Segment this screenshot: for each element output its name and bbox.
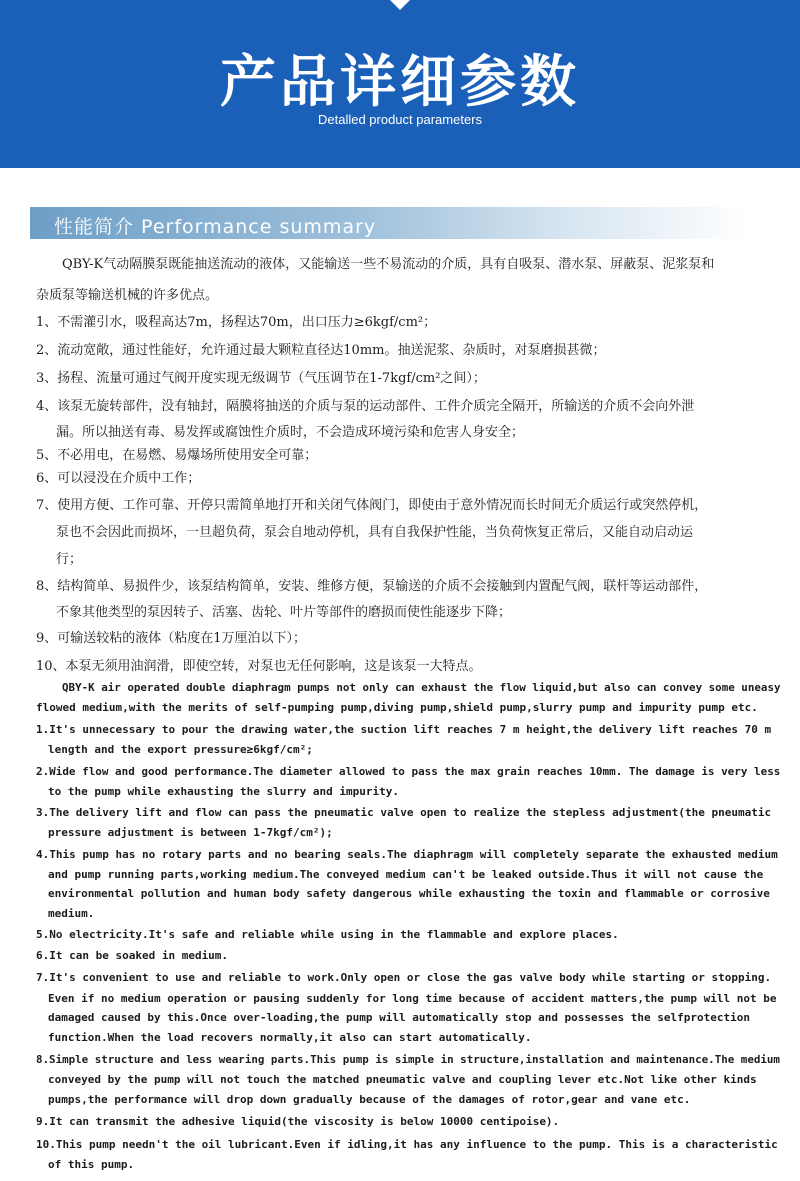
chinese-text-line: 3、扬程、流量可通过气阀开度实现无级调节（气压调节在1-7kgf/cm²之间）； <box>36 371 486 386</box>
chinese-text-line: 1、不需灌引水，吸程高达7m，扬程达70m，出口压力≥6kgf/cm²； <box>36 315 437 330</box>
chinese-text-line: 行； <box>56 552 83 567</box>
chinese-text-line: QBY-K气动隔膜泵既能抽送流动的液体，又能输送一些不易流动的介质，具有自吸泵、潜水泵、屏蔽泵、泥浆泵和 <box>62 257 715 272</box>
english-text-line: and pump running parts,working medium.The conveyed medium can't be leaked outside.Thus it will not cause the <box>48 868 764 881</box>
chinese-text-line: 6、可以浸没在介质中工作； <box>36 471 201 486</box>
page-header <box>0 0 800 168</box>
english-text-line: 7.It's convenient to use and reliable to work.Only open or close the gas valve body while starting or stopping. <box>36 971 772 984</box>
page-title: 产品详细参数 <box>220 50 580 115</box>
section-title: 性能简介 Performance summary <box>54 216 377 238</box>
english-text-line: length and the export pressure≥6kgf/cm²; <box>48 743 313 756</box>
english-text-line: 8.Simple structure and less wearing parts.This pump is simple in structure,installation and maintenance.The medium <box>36 1053 780 1066</box>
page-subtitle: Detalled product parameters <box>317 112 483 127</box>
chinese-text-line: 杂质泵等输送机械的许多优点。 <box>36 288 219 303</box>
english-text-line: of this pump. <box>48 1158 135 1171</box>
chinese-text-line: 8、结构简单、易损件少，该泵结构简单，安装、维修方便，泵输送的介质不会接触到内置配气阀，联杆等运动部件， <box>36 579 708 594</box>
english-text-line: 4.This pump has no rotary parts and no bearing seals.The diaphragm will completely separate the exhausted medium <box>36 848 778 861</box>
section-header-bar <box>30 207 750 239</box>
english-text-line: medium. <box>48 907 95 920</box>
english-text-line: flowed medium,with the merits of self-pumping pump,diving pump,shield pump,slurry pump and impurity pump etc. <box>36 701 758 714</box>
header-notch <box>388 0 412 10</box>
chinese-text-line: 4、该泵无旋转部件，没有轴封，隔膜将抽送的介质与泵的运动部件、工件介质完全隔开，所输送的介质不会向外泄 <box>36 399 695 414</box>
english-text-line: 10.This pump needn't the oil lubricant.Even if idling,it has any influence to the pump. This is a characteristic <box>36 1138 778 1151</box>
chinese-text-line: 泵也不会因此而损坏，一旦超负荷，泵会自地动停机，具有自我保护性能，当负荷恢复正常后，又能自动启动运 <box>56 525 694 540</box>
english-text-line: 6.It can be soaked in medium. <box>36 949 229 962</box>
english-text-line: function.When the load recovers normally,it also can start automatically. <box>48 1031 532 1044</box>
english-text-line: 1.It's unnecessary to pour the drawing water,the suction lift reaches 7 m height,the delivery lift reaches 70 m <box>36 723 772 736</box>
english-text-line: Even if no medium operation or pausing suddenly for long time because of accident matters,the pump will not be <box>48 992 777 1005</box>
english-text-line: 5.No electricity.It's safe and reliable while using in the flammable and explore places. <box>36 928 619 941</box>
chinese-text-line: 漏。所以抽送有毒、易发挥或腐蚀性介质时，不会造成环境污染和危害人身安全； <box>56 425 525 440</box>
english-text-line: conveyed by the pump will not touch the matched pneumatic valve and coupling lever etc.Not like other kinds <box>48 1073 757 1086</box>
english-text-line: QBY-K air operated double diaphragm pumps not only can exhaust the flow liquid,but also can convey some uneasy <box>62 681 781 694</box>
english-text-line: damaged caused by this.Once over-loading,the pump will automatically stop and possesses the selfprotection <box>48 1011 750 1024</box>
chinese-text-line: 7、使用方便、工作可靠、开停只需简单地打开和关闭气体阀门，即使由于意外情况而长时间无介质运行或突然停机， <box>36 498 708 513</box>
english-text-line: 2.Wide flow and good performance.The diameter allowed to pass the max grain reaches 10mm. The damage is very less <box>36 765 781 778</box>
english-text-line: to the pump while exhausting the slurry and impurity. <box>48 785 399 798</box>
chinese-text-line: 5、不必用电，在易燃、易爆场所使用安全可靠； <box>36 448 318 463</box>
english-text-line: 9.It can transmit the adhesive liquid(the viscosity is below 10000 centipoise). <box>36 1115 560 1128</box>
english-text-line: pumps,the performance will drop down gradually because of the damages of rotor,gear and vane etc. <box>48 1093 691 1106</box>
chinese-text-line: 9、可输送较粘的液体（粘度在1万厘泊以下）； <box>36 631 307 646</box>
english-text-line: 3.The delivery lift and flow can pass the pneumatic valve open to realize the stepless adjustment(the pneumatic <box>36 806 772 819</box>
english-text-line: environmental pollution and human body safety dangerous while exhausting the toxin and flammable or corrosive <box>48 887 770 900</box>
chinese-text-line: 不象其他类型的泵因转子、活塞、齿轮、叶片等部件的磨损而使性能逐步下降； <box>56 605 512 620</box>
chinese-text-line: 10、本泵无须用油润滑，即使空转，对泵也无任何影响，这是该泵一大特点。 <box>36 659 482 674</box>
chinese-text-line: 2、流动宽敞，通过性能好，允许通过最大颗粒直径达10mm。抽送泥浆、杂质时，对泵磨损甚微； <box>36 343 606 358</box>
english-text-line: pressure adjustment is between 1-7kgf/cm²); <box>48 826 333 839</box>
